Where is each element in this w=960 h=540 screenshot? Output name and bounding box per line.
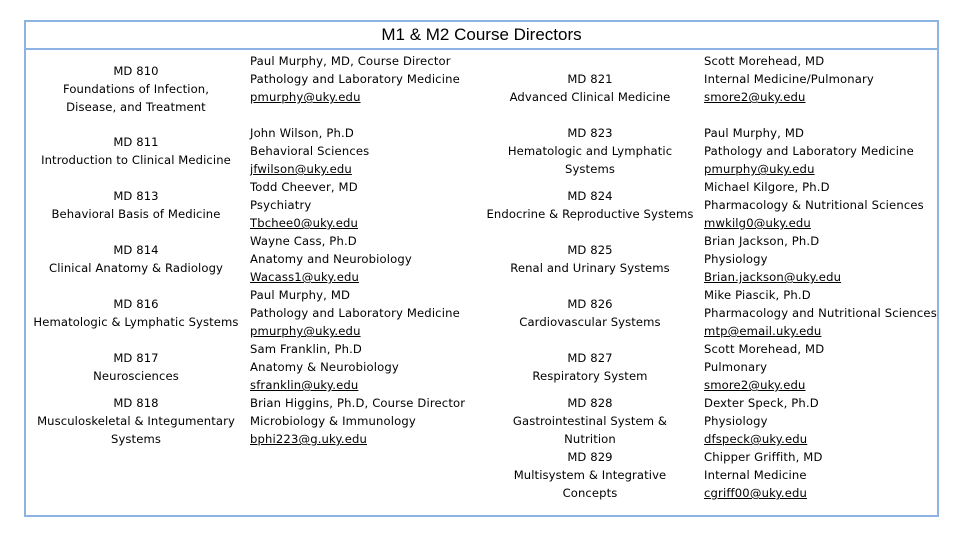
- course-title: Systems: [565, 162, 615, 176]
- director-contact: [704, 448, 937, 502]
- course-title: Hematologic & Lymphatic Systems: [33, 315, 239, 329]
- course-title: Renal and Urinary Systems: [510, 261, 670, 275]
- director-name: Brian Jackson, Ph.D: [704, 234, 820, 248]
- course-code: MD 821: [567, 72, 613, 86]
- director-name: Paul Murphy, MD, Course Director: [250, 54, 451, 68]
- course-entry: [484, 124, 696, 178]
- course-title: Cardiovascular Systems: [519, 315, 661, 329]
- course-entry: [30, 133, 242, 169]
- director-department: Pharmacology and Nutritional Sciences: [704, 306, 937, 320]
- course-code: MD 816: [113, 297, 159, 311]
- course-title: Multisystem & Integrative: [513, 468, 667, 482]
- course-title: Introduction to Clinical Medicine: [41, 153, 231, 167]
- director-email-link[interactable]: Tbchee0@uky.edu: [250, 216, 359, 230]
- director-department: Pathology and Laboratory Medicine: [250, 306, 460, 320]
- director-contact: [250, 124, 465, 178]
- director-email-link[interactable]: smore2@uky.edu: [704, 90, 806, 104]
- course-title: Foundations of Infection,: [62, 82, 210, 96]
- director-department: Internal Medicine: [704, 468, 807, 482]
- course-entry: [30, 394, 242, 448]
- course-code: MD 826: [567, 297, 613, 311]
- director-email-link[interactable]: Brian.jackson@uky.edu: [704, 270, 842, 284]
- director-name: Sam Franklin, Ph.D: [250, 342, 363, 356]
- director-department: Microbiology & Immunology: [250, 414, 416, 428]
- director-department: Physiology: [704, 252, 768, 266]
- course-title: Neurosciences: [93, 369, 179, 383]
- director-name: John Wilson, Ph.D: [250, 126, 354, 140]
- course-code: MD 825: [567, 243, 613, 257]
- director-email-link[interactable]: dfspeck@uky.edu: [704, 432, 808, 446]
- course-entry: [484, 70, 696, 106]
- course-code: MD 827: [567, 351, 613, 365]
- director-name: Brian Higgins, Ph.D, Course Director: [250, 396, 466, 410]
- course-title: Endocrine & Reproductive Systems: [486, 207, 694, 221]
- director-department: Pathology and Laboratory Medicine: [704, 144, 914, 158]
- director-name: Scott Morehead, MD: [704, 342, 825, 356]
- director-email-link[interactable]: pmurphy@uky.edu: [250, 90, 361, 104]
- course-title: Advanced Clinical Medicine: [509, 90, 671, 104]
- director-department: Anatomy & Neurobiology: [250, 360, 399, 374]
- course-code: MD 810: [113, 64, 159, 78]
- director-contact: [250, 52, 465, 106]
- course-entry: [30, 241, 242, 277]
- director-email-link[interactable]: smore2@uky.edu: [704, 378, 806, 392]
- course-code: MD 818: [113, 396, 159, 410]
- course-title: Concepts: [562, 486, 618, 500]
- director-name: Dexter Speck, Ph.D: [704, 396, 819, 410]
- director-contact: [250, 340, 465, 394]
- course-code: MD 813: [113, 189, 159, 203]
- course-entry: [484, 295, 696, 331]
- director-email-link[interactable]: mtp@email.uky.edu: [704, 324, 822, 338]
- course-entry: [30, 295, 242, 331]
- director-contact: [250, 178, 465, 232]
- course-title: Gastrointestinal System &: [512, 414, 668, 428]
- m2-director-column: [704, 52, 937, 502]
- course-title: Disease, and Treatment: [66, 100, 206, 114]
- director-name: Todd Cheever, MD: [250, 180, 358, 194]
- m1-director-column: [250, 52, 465, 448]
- director-contact: [250, 286, 465, 340]
- course-code: MD 817: [113, 351, 159, 365]
- director-email-link[interactable]: sfranklin@uky.edu: [250, 378, 359, 392]
- course-title: Clinical Anatomy & Radiology: [49, 261, 223, 275]
- director-contact: [704, 178, 937, 232]
- director-contact: [250, 394, 465, 448]
- director-name: Wayne Cass, Ph.D: [250, 234, 357, 248]
- director-email-link[interactable]: pmurphy@uky.edu: [704, 162, 815, 176]
- director-department: Pulmonary: [704, 360, 768, 374]
- course-entry: [484, 241, 696, 277]
- course-entry: [484, 349, 696, 385]
- director-contact: [704, 394, 937, 448]
- director-contact: [704, 286, 937, 340]
- course-title: Systems: [111, 432, 161, 446]
- director-name: Scott Morehead, MD: [704, 54, 825, 68]
- director-department: Physiology: [704, 414, 768, 428]
- course-title: Respiratory System: [532, 369, 648, 383]
- director-department: Anatomy and Neurobiology: [250, 252, 412, 266]
- director-email-link[interactable]: pmurphy@uky.edu: [250, 324, 361, 338]
- director-department: Psychiatry: [250, 198, 312, 212]
- director-email-link[interactable]: cgriff00@uky.edu: [704, 486, 808, 500]
- course-code: MD 824: [567, 189, 613, 203]
- director-contact: [250, 232, 465, 286]
- director-contact: [704, 52, 937, 106]
- course-title: Nutrition: [564, 432, 616, 446]
- director-name: Mike Piascik, Ph.D: [704, 288, 811, 302]
- director-department: Internal Medicine/Pulmonary: [704, 72, 874, 86]
- course-entry: [484, 187, 696, 223]
- course-code: MD 828: [567, 396, 613, 410]
- director-department: Behavioral Sciences: [250, 144, 370, 158]
- course-title: Musculoskeletal & Integumentary: [37, 414, 235, 428]
- course-entry: [30, 187, 242, 223]
- director-email-link[interactable]: bphi223@g.uky.edu: [250, 432, 367, 446]
- director-contact: [704, 124, 937, 178]
- director-department: Pharmacology & Nutritional Sciences: [704, 198, 924, 212]
- director-contact: [704, 232, 937, 286]
- director-name: Chipper Griffith, MD: [704, 450, 823, 464]
- director-name: Paul Murphy, MD: [704, 126, 805, 140]
- director-name: Paul Murphy, MD: [250, 288, 351, 302]
- course-title: Behavioral Basis of Medicine: [51, 207, 221, 221]
- director-email-link[interactable]: Wacass1@uky.edu: [250, 270, 359, 284]
- course-code: MD 814: [113, 243, 159, 257]
- director-email-link[interactable]: mwkilg0@uky.edu: [704, 216, 811, 230]
- course-code: MD 829: [567, 450, 613, 464]
- director-contact: [704, 340, 937, 394]
- page-title: M1 & M2 Course Directors: [24, 20, 939, 50]
- director-department: Pathology and Laboratory Medicine: [250, 72, 460, 86]
- course-title: Hematologic and Lymphatic: [507, 144, 673, 158]
- course-entry: [30, 62, 242, 116]
- course-entry: [484, 394, 696, 448]
- director-name: Michael Kilgore, Ph.D: [704, 180, 830, 194]
- course-entry: [484, 448, 696, 502]
- course-code: MD 823: [567, 126, 613, 140]
- course-entry: [30, 349, 242, 385]
- course-code: MD 811: [113, 135, 159, 149]
- director-email-link[interactable]: jfwilson@uky.edu: [250, 162, 352, 176]
